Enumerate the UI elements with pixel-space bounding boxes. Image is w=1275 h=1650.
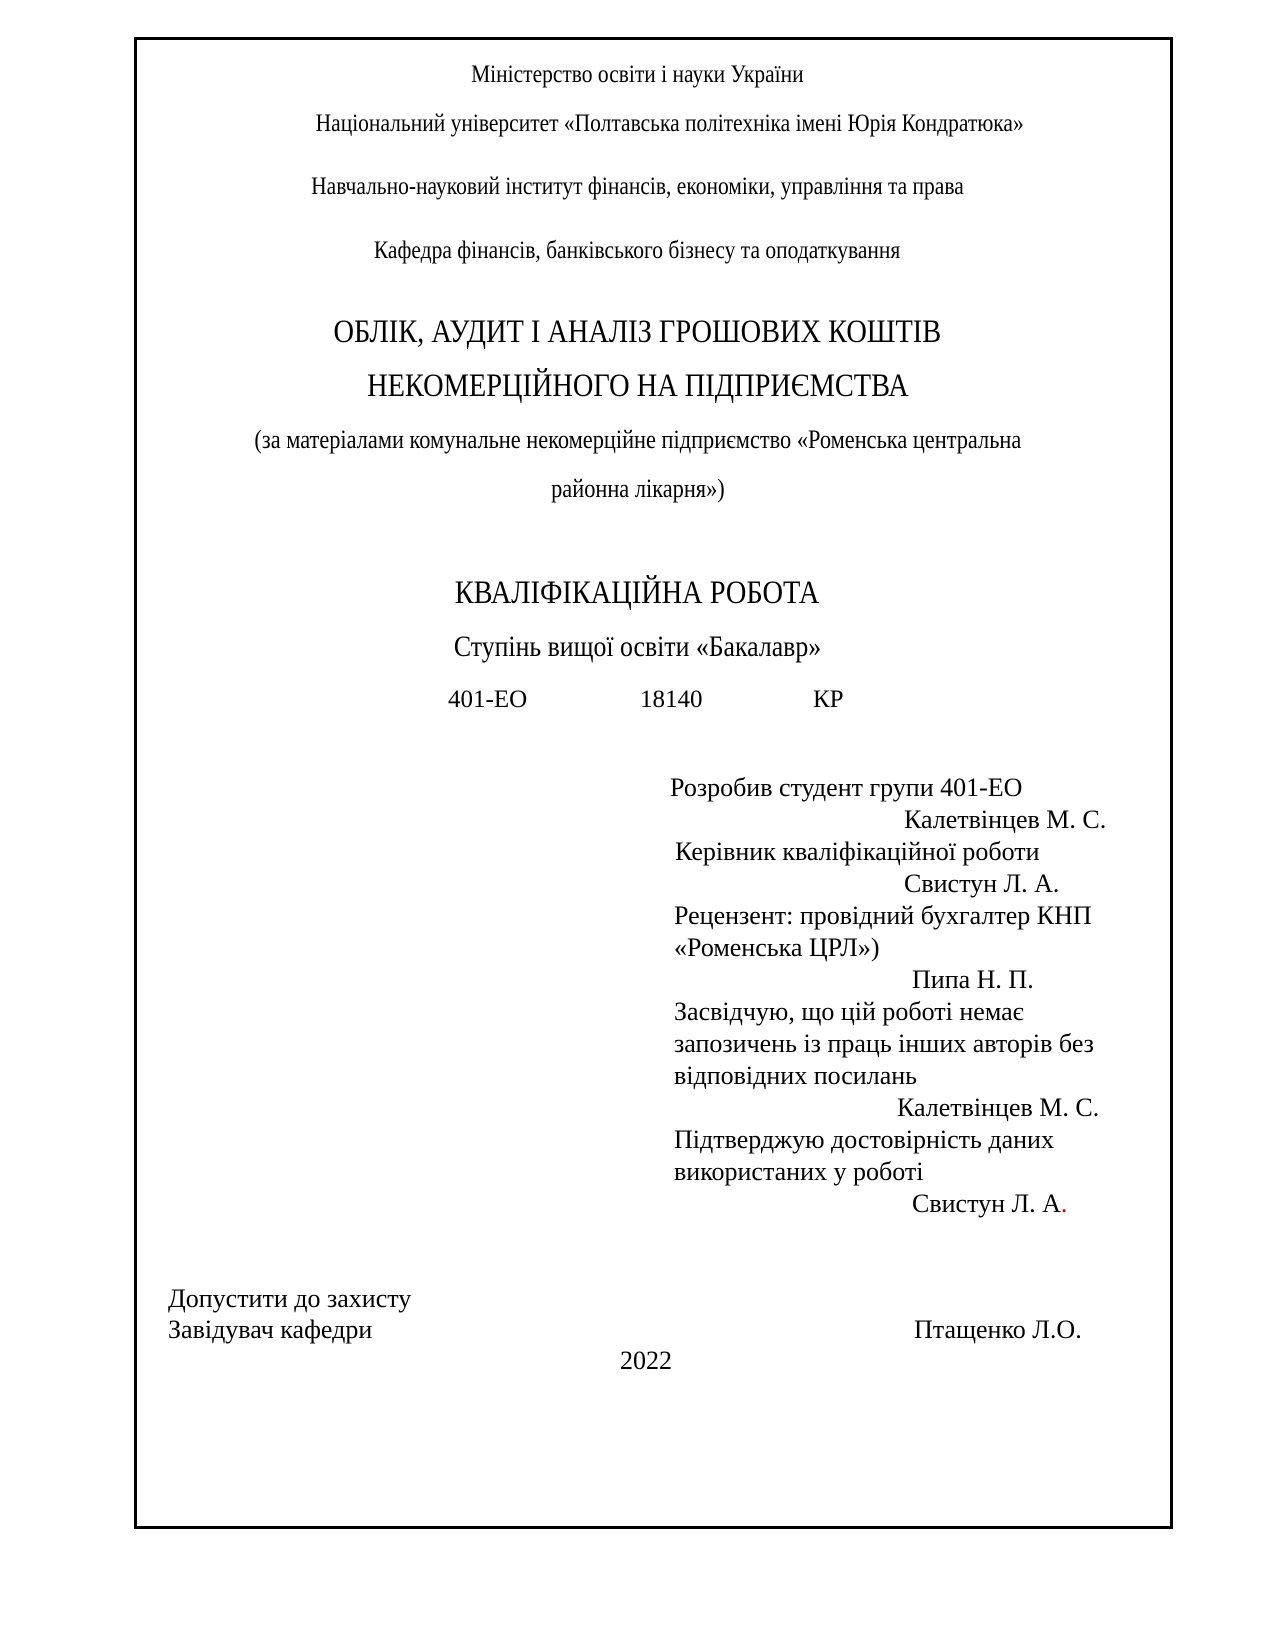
confirm-line-1: Підтверджую достовірність даних xyxy=(674,1125,1054,1154)
subtitle-line-2 xyxy=(0,474,1275,504)
head-of-department-name: Птащенко Л.О. xyxy=(914,1315,1082,1344)
work-type xyxy=(0,575,1275,612)
certify-line-1: Засвідчую, що цій роботі немає xyxy=(674,997,1024,1026)
admit-to-defense: Допустити до захисту xyxy=(168,1284,412,1313)
head-of-department-label: Завідувач кафедри xyxy=(168,1315,373,1344)
institute xyxy=(0,173,1275,201)
developed-by: Розробив студент групи 401-ЕО xyxy=(670,773,1023,802)
confirm-name-text: Свистун Л. А xyxy=(912,1189,1061,1218)
supervisor-label: Керівник кваліфікаційної роботи xyxy=(675,837,1040,866)
title-line-2 xyxy=(0,368,1275,405)
student-name: Калетвінцев М. С. xyxy=(904,805,1107,834)
department xyxy=(0,237,1275,265)
subtitle-line-1 xyxy=(0,425,1275,455)
title-line-1-text: ОБЛІК, АУДИТ І АНАЛІЗ ГРОШОВИХ КОШТІВ xyxy=(333,314,942,350)
supervisor-name: Свистун Л. А. xyxy=(904,869,1060,898)
title-line-1 xyxy=(0,314,1275,351)
confirm-name xyxy=(912,1188,1067,1220)
year: 2022 xyxy=(620,1346,672,1375)
ministry-text: Міністерство освіти і науки України xyxy=(471,61,804,88)
certify-line-2: запозичень із праць інших авторів без xyxy=(674,1029,1094,1058)
certify-line-3: відповідних посилань xyxy=(674,1061,918,1090)
confirm-line-2: використаних у роботі xyxy=(674,1157,924,1186)
degree-text: Ступінь вищої освіти «Бакалавр» xyxy=(453,630,822,663)
ministry xyxy=(0,61,1275,89)
institute-text: Навчально-науковий інститут фінансів, економіки, управління та права xyxy=(311,173,964,200)
certify-name: Калетвінцев М. С. xyxy=(897,1093,1100,1122)
code-number: 18140 xyxy=(640,686,703,713)
code-group: 401-ЕО xyxy=(448,686,528,713)
red-period: . xyxy=(1060,1189,1068,1218)
reviewer-name: Пипа Н. П. xyxy=(912,965,1034,994)
title-line-2-text: НЕКОМЕРЦІЙНОГО НА ПІДПРИЄМСТВА xyxy=(366,368,909,404)
code-type: КР xyxy=(813,686,844,713)
reviewer-label-1: Рецензент: провідний бухгалтер КНП xyxy=(674,901,1092,930)
reviewer-label-2: «Роменська ЦРЛ») xyxy=(674,933,880,962)
degree xyxy=(0,630,1275,664)
department-text: Кафедра фінансів, банківського бізнесу та оподаткування xyxy=(374,237,901,264)
subtitle-line-2-text: районна лікарня») xyxy=(550,474,725,503)
work-type-text: КВАЛІФІКАЦІЙНА РОБОТА xyxy=(455,575,820,611)
university-text: Національний університет «Полтавська політехніка імені Юрія Кондратюка» xyxy=(315,110,1024,137)
university xyxy=(32,110,1275,138)
subtitle-line-1-text: (за матеріалами комунальне некомерційне підприємство «Роменська центральна xyxy=(254,425,1021,454)
